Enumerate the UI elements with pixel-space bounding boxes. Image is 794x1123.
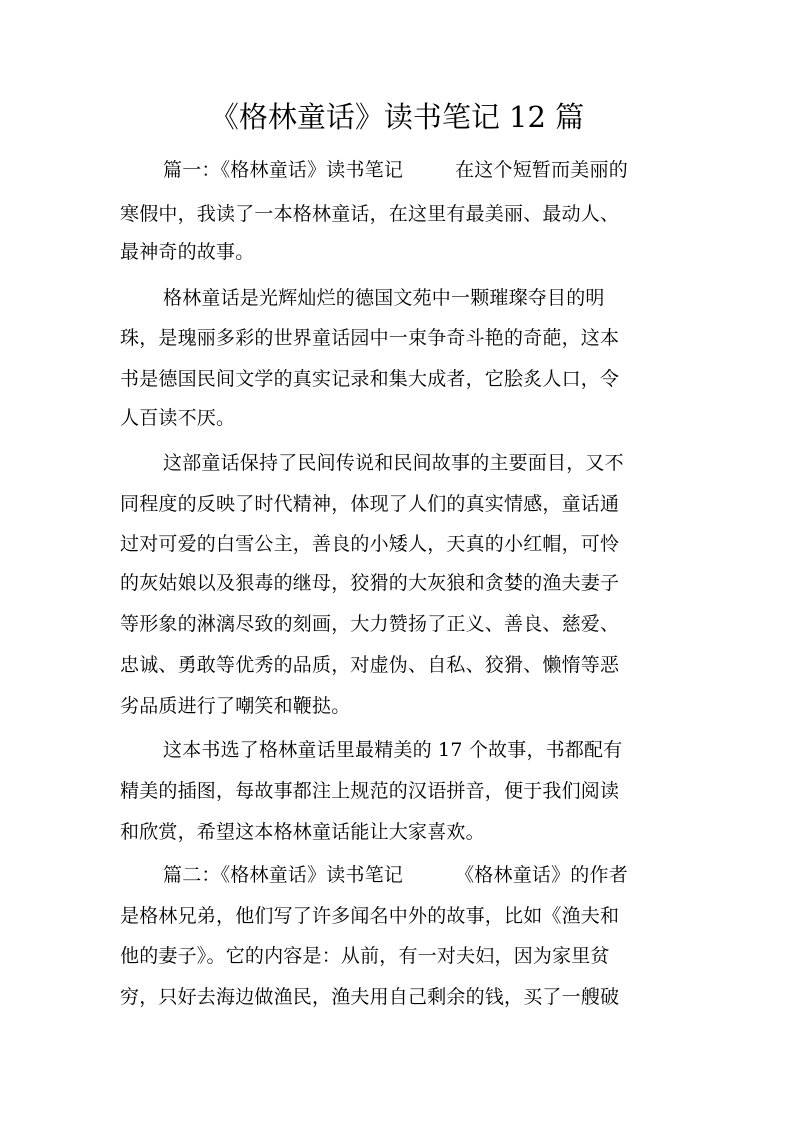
text-line: 这本书选了格林童话里最精美的 17 个故事，书都配有: [163, 739, 623, 761]
text-line: 寒假中，我读了一本格林童话，在这里有最美丽、最动人、: [120, 203, 620, 225]
text-line: 珠，是瑰丽多彩的世界童话园中一束争奇斗艳的奇葩，这本: [120, 327, 620, 349]
text-line: 过对可爱的白雪公主，善良的小矮人，天真的小红帽，可怜: [120, 533, 620, 555]
text-line: 最神奇的故事。: [120, 241, 255, 263]
text-line: 等形象的淋漓尽致的刻画，大力赞扬了正义、善良、慈爱、: [120, 613, 620, 635]
section-heading: 篇一：《格林童话》读书笔记: [163, 159, 404, 181]
text-line: 精美的插图，每故事都注上规范的汉语拼音，便于我们阅读: [120, 780, 620, 802]
section-heading: 篇二：《格林童话》读书笔记: [163, 864, 404, 886]
text-line: 书是德国民间文学的真实记录和集大成者，它脍炙人口，令: [120, 368, 620, 390]
text-line: 他的妻子》。它的内容是：从前，有一对夫妇，因为家里贫: [120, 945, 610, 967]
text-segment: 在这个短暂而美丽的: [455, 159, 628, 181]
text-segment: 《格林童话》的作者: [455, 864, 628, 886]
text-line: 穷，只好去海边做渔民，渔夫用自己剩余的钱，买了一艘破: [120, 986, 620, 1008]
text-line: 这部童话保持了民间传说和民间故事的主要面目，又不: [163, 452, 624, 474]
text-line: 的灰姑娘以及狠毒的继母，狡猾的大灰狼和贪婪的渔夫妻子: [120, 572, 620, 594]
text-line: [163, 862, 628, 888]
text-line: 同程度的反映了时代精神，体现了人们的真实情感，童话通: [120, 493, 620, 515]
text-line: 是格林兄弟，他们写了许多闻名中外的故事，比如《渔夫和: [120, 905, 620, 927]
text-line: 人百读不厌。: [120, 407, 236, 429]
text-line: 劣品质进行了嘲笑和鞭挞。: [120, 695, 351, 717]
text-line: 和欣赏，希望这本格林童话能让大家喜欢。: [120, 821, 485, 843]
document-title: 《格林童话》读书笔记 12 篇: [209, 100, 585, 134]
text-line: [163, 157, 628, 183]
text-line: 格林童话是光辉灿烂的德国文苑中一颗璀璨夺目的明: [163, 287, 605, 309]
text-line: 忠诚、勇敢等优秀的品质，对虚伪、自私、狡猾、懒惰等恶: [120, 654, 620, 676]
